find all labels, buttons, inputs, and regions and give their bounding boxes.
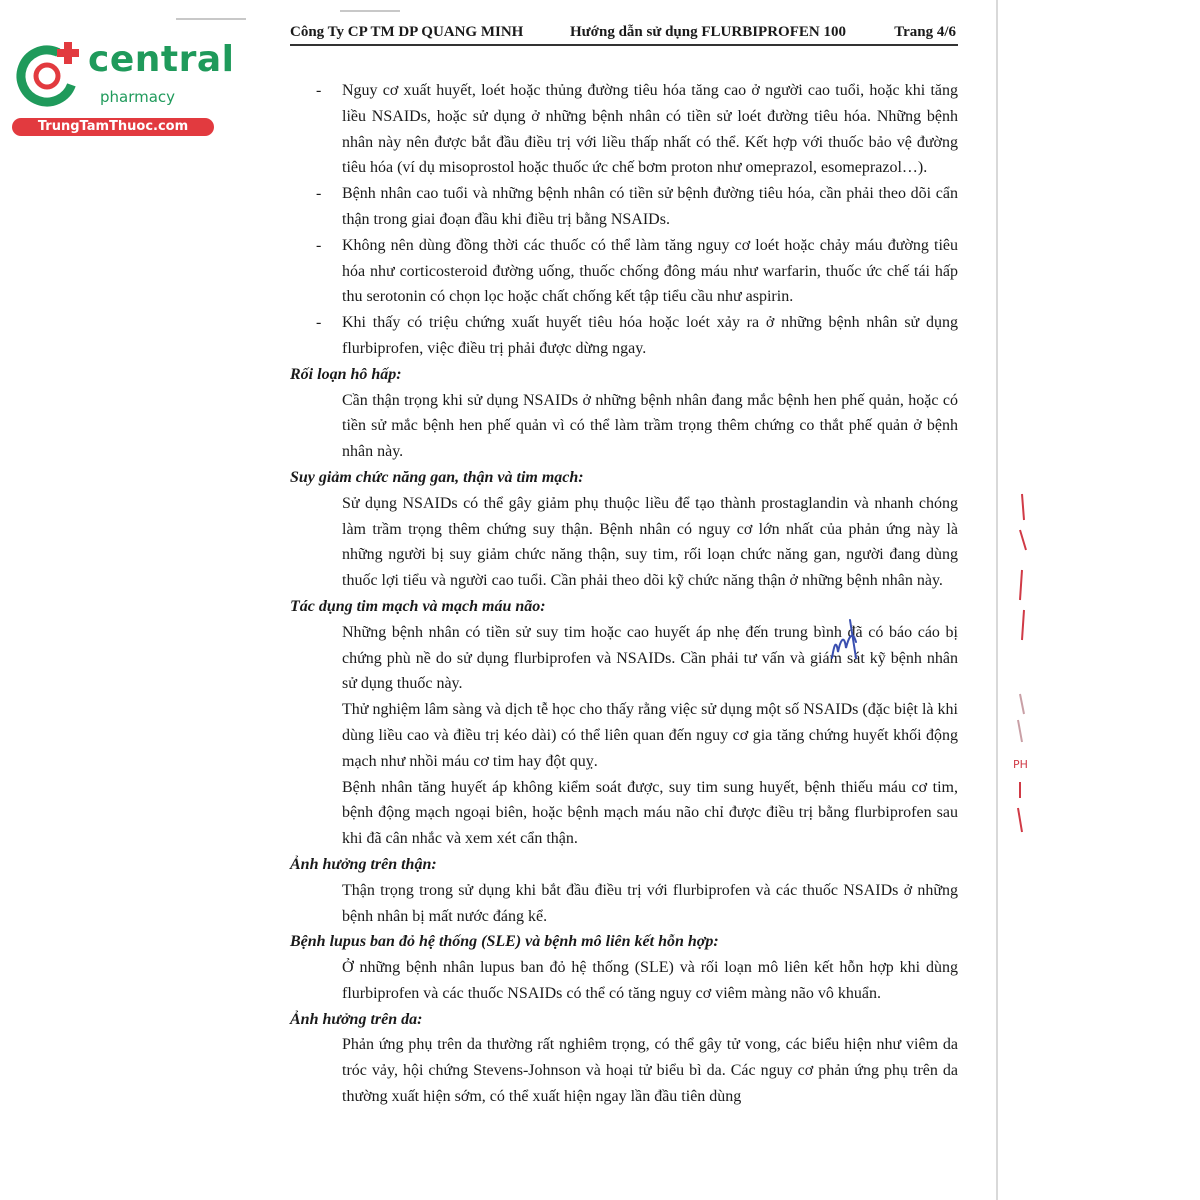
section-paragraph: Phản ứng phụ trên da thường rất nghiêm trọng, có thể gây tử vong, các biểu hiện như viêm da tróc vảy, hội chứng Stevens-Johnson và hoại tử biểu bì da. Các nguy cơ phản ứng phụ trên da thường xuất hiện sớm, có thể xuất hiện ngay lần đầu tiên dùng [342,1036,958,1106]
logo-subtitle: pharmacy [100,88,176,106]
logo-brand-name: central [88,39,235,80]
bullet-item [290,233,958,310]
bullet-item [290,310,958,362]
section-paragraph: Thận trọng trong sử dụng khi bắt đầu điều trị với flurbiprofen và các thuốc NSAIDs ở những bệnh nhân bị mất nước đáng kể. [342,881,958,925]
section-heading: Tác dụng tim mạch và mạch máu não: [290,597,546,615]
brand-logo[interactable] [8,36,235,136]
scan-mark [340,10,400,12]
bullet-text: Không nên dùng đồng thời các thuốc có thể làm tăng nguy cơ loét hoặc chảy máu đường tiêu hóa như corticosteroid đường uống, thuốc chống đông máu như warfarin, thuốc ức chế tái hấp thu serotonin có chọn lọc hoặc chất chống kết tập tiểu cầu như aspirin. [342,236,958,306]
section-paragraph: Những bệnh nhân có tiền sử suy tim hoặc cao huyết áp nhẹ đến trung bình đã có báo cáo bị chứng phù nề do sử dụng flurbiprofen và NSAIDs. Cần phải tư vấn và giám sát kỹ bệnh nhân sử dụng thuốc này. [342,623,958,693]
document-header [290,22,958,46]
section-paragraph: Sử dụng NSAIDs có thể gây giảm phụ thuộc liều để tạo thành prostaglandin và nhanh chóng làm trầm trọng thêm chứng suy thận. Bệnh nhân có nguy cơ lớn nhất của phản ứng này là những người bị suy giảm chức năng thận, suy tim, rối loạn chức năng gan, người đang dùng thuốc lợi tiểu và người cao tuổi. Cần phải theo dõi kỹ chức năng thận ở những bệnh nhân này. [342,494,958,590]
stamp-fragment-icon [1010,490,1034,650]
section-paragraph: Ở những bệnh nhân lupus ban đỏ hệ thống (SLE) và rối loạn mô liên kết hỗn hợp khi dùng flurbiprofen và các thuốc NSAIDs có thể có tăng nguy cơ viêm màng não vô khuẩn. [342,959,958,1002]
header-document-title: Hướng dẫn sử dụng FLURBIPROFEN 100 [570,24,846,40]
section-paragraph: Cần thận trọng khi sử dụng NSAIDs ở những bệnh nhân đang mắc bệnh hen phế quản, hoặc có tiền sử mắc bệnh hen phế quản vì có thể làm trầm trọng thêm chứng co thắt phế quản ở bệnh nhân này. [342,391,958,461]
bullet-dash-icon: - [316,236,322,254]
stamp-text: PH [1013,758,1028,771]
bullet-dash-icon: - [316,82,322,99]
document-body [290,78,958,1110]
section-heading: Rối loạn hô hấp: [290,365,402,383]
bullet-item [290,181,958,233]
header-company: Công Ty CP TM DP QUANG MINH [290,24,524,40]
header-page-number: Trang 4/6 [894,24,956,40]
bullet-text: Nguy cơ xuất huyết, loét hoặc thủng đường tiêu hóa tăng cao ở người cao tuổi, hoặc khi tăng liều NSAIDs, hoặc sử dụng ở những bệnh nhân có tiền sử loét đường tiêu hóa. Những bệnh nhân này nên được bắt đầu điều trị với liều thấp nhất có thể. Kết hợp với thuốc bảo vệ đường tiêu hóa (ví dụ misoprostol hoặc thuốc ức chế bơm proton như omeprazol, esomeprazol…). [342,82,958,177]
scan-mark [176,18,246,20]
section-paragraph: Thử nghiệm lâm sàng và dịch tễ học cho thấy rằng việc sử dụng một số NSAIDs (đặc biệt là khi dùng liều cao và điều trị kéo dài) có thể liên quan đến nguy cơ gia tăng chứng huyết khối động mạch như nhồi máu cơ tim hay đột quỵ. [342,701,958,770]
bullet-text: Bệnh nhân cao tuổi và những bệnh nhân có tiền sử bệnh đường tiêu hóa, cần phải theo dõi cẩn thận trong giai đoạn đầu khi điều trị bằng NSAIDs. [342,185,958,228]
section-heading: Suy giảm chức năng gan, thận và tim mạch: [290,468,584,486]
bullet-item [290,78,958,181]
page-edge [996,0,998,1200]
bullet-dash-icon: - [316,314,322,332]
logo-mark-icon [12,38,86,112]
section-heading: Ảnh hưởng trên da: [290,1010,423,1028]
logo-banner: TrungTamThuoc.com [12,118,214,136]
bullet-dash-icon: - [316,185,322,203]
section-heading: Ảnh hưởng trên thận: [290,855,437,873]
section-paragraph: Bệnh nhân tăng huyết áp không kiểm soát được, suy tim sung huyết, bệnh thiếu máu cơ tim, bệnh động mạch ngoại biên, hoặc bệnh mạch máu não chỉ được điều trị bằng flurbiprofen sau khi đã cân nhắc và xem xét cẩn thận. [342,778,958,848]
handwritten-signature-icon [826,612,866,668]
bullet-text: Khi thấy có triệu chứng xuất huyết tiêu hóa hoặc loét xảy ra ở những bệnh nhân sử dụng flurbiprofen, việc điều trị phải được dừng ngay. [342,314,958,357]
section-heading: Bệnh lupus ban đỏ hệ thống (SLE) và bệnh mô liên kết hỗn hợp: [290,933,719,951]
stamp-fragment-icon [1010,690,1030,750]
stamp-fragment-icon [1012,778,1028,838]
